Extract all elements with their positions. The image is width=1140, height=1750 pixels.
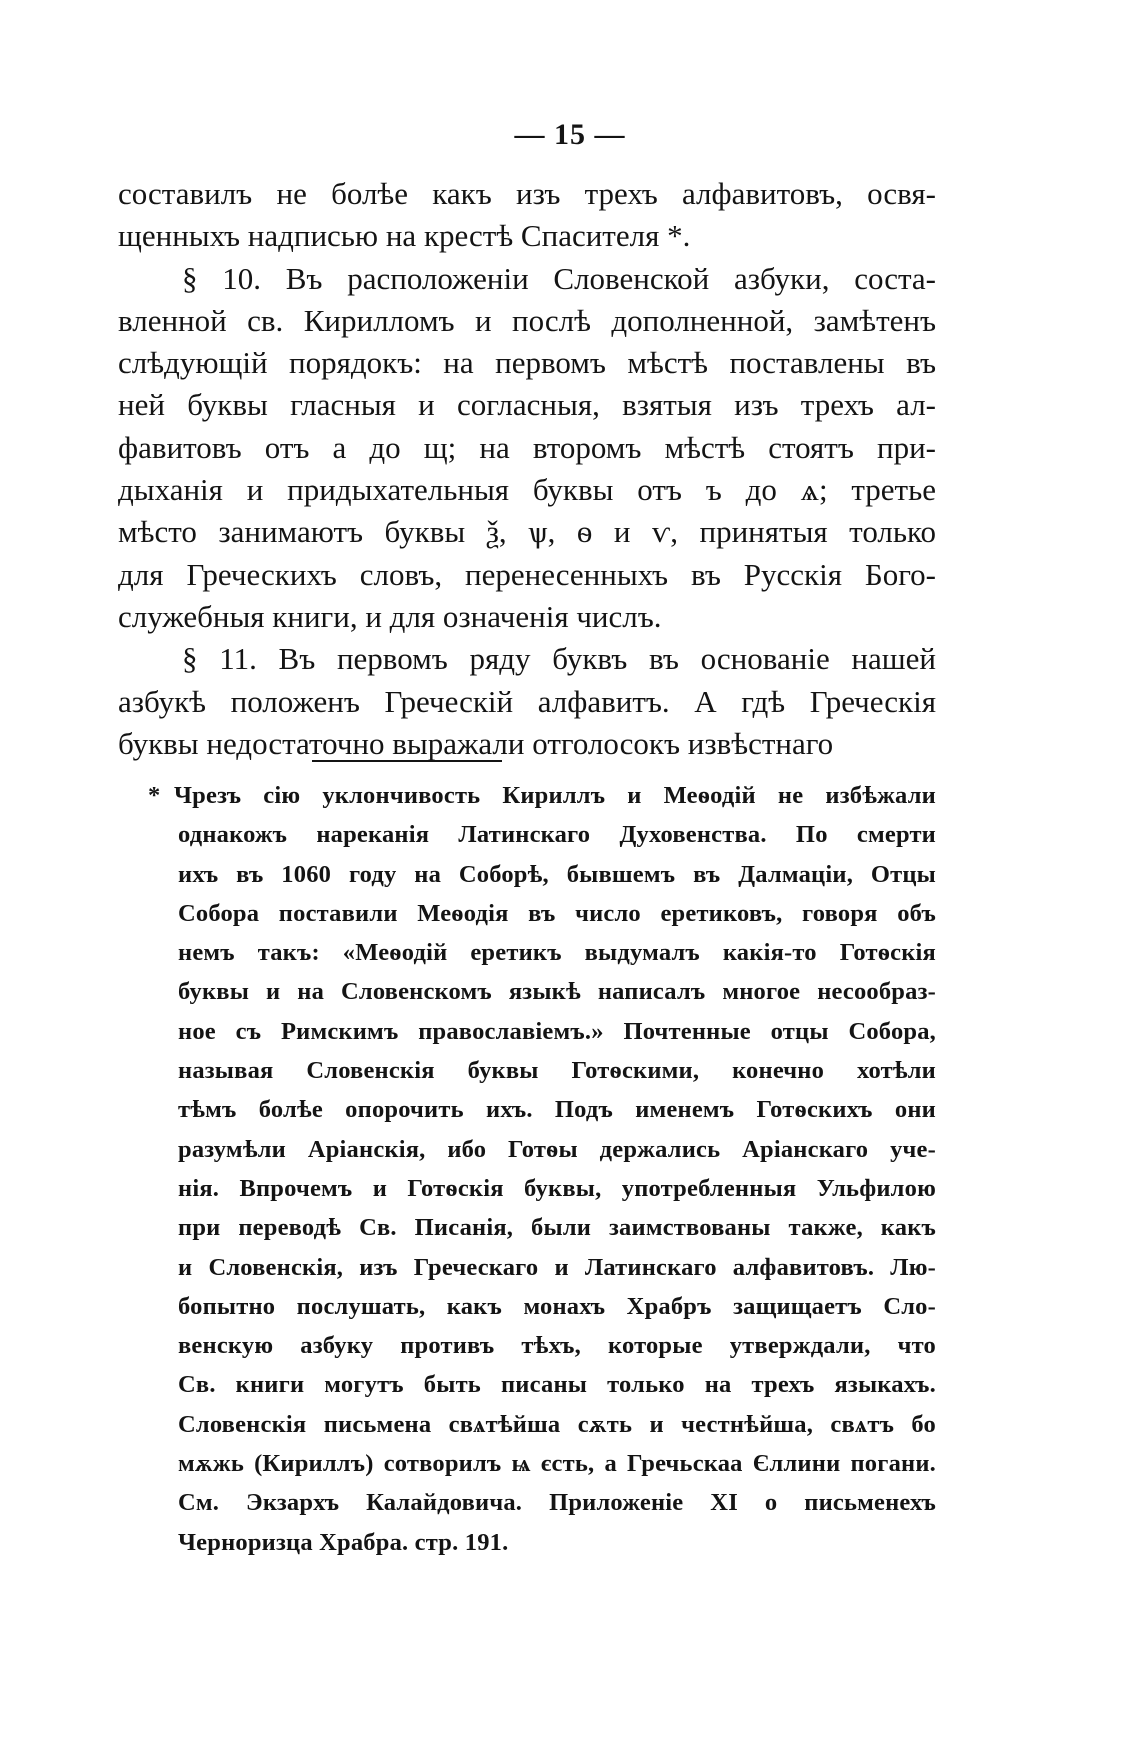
- footnote-line: однакожъ нареканія Латинскаго Духовенства. По смерти: [178, 821, 936, 849]
- footnote-church-slavonic-quote-line: Словенскія письмена свѧтѣйша сѫть и честнѣйша, свѧтъ бо: [178, 1410, 936, 1438]
- main-text-block: [118, 173, 936, 765]
- footnote-line: буквы и на Словенскомъ языкѣ написалъ многое несообраз-: [178, 978, 936, 1006]
- footnote-line: бопытно послушать, какъ монахъ Храбръ защищаетъ Сло-: [178, 1292, 936, 1320]
- footnote-line: Собора поставили Меѳодія въ число еретиковъ, говоря объ: [178, 899, 936, 927]
- main-text-line: вленной св. Кирилломъ и послѣ дополненной, замѣтенъ: [118, 302, 936, 338]
- footnote-line: ихъ въ 1060 году на Соборѣ, бывшемъ въ Далмаціи, Отцы: [178, 860, 936, 888]
- footnote-line: нія. Впрочемъ и Готѳскія буквы, употребленныя Ульфилою: [178, 1174, 936, 1202]
- footnote-line: и Словенскія, изъ Греческаго и Латинскаго алфавитовъ. Лю-: [178, 1253, 936, 1281]
- main-text-line: служебныя книги, и для означенія числъ.: [118, 598, 662, 634]
- main-text-line: азбукѣ положенъ Греческій алфавитъ. А гдѣ Греческія: [118, 683, 936, 719]
- footnote-line: тѣмъ болѣе опорочить ихъ. Подъ именемъ Готѳскихъ они: [178, 1096, 936, 1124]
- section-11-heading-line: § 11. Въ первомъ ряду буквъ въ основаніе нашей: [182, 641, 936, 677]
- footnote-reference-line: См. Экзархъ Калайдовича. Приложеніе XI о письменехъ: [178, 1489, 936, 1517]
- main-text-line: щенныхъ надписью на крестѣ Спасителя *.: [118, 218, 691, 254]
- footnote-marker: *: [148, 782, 161, 809]
- footnote-line-text: Чрезъ сію уклончивость Кириллъ и Меѳодій не избѣжали: [174, 782, 936, 809]
- footnote-church-slavonic-quote-line: мѫжь (Кириллъ) сотворилъ ѩ єсть, а Гречьскаа Єллини погани.: [178, 1450, 936, 1478]
- footnote-line: называя Словенскія буквы Готѳскими, конечно хотѣли: [178, 1057, 936, 1085]
- main-text-line: дыханія и придыхательныя буквы отъ ъ до ѧ; третье: [118, 472, 936, 508]
- footnote-line: венскую азбуку противъ тѣхъ, которые утверждали, что: [178, 1332, 936, 1360]
- footnote-line: разумѣли Аріанскія, ибо Готѳы держались Аріанскаго уче-: [178, 1135, 936, 1163]
- page-number: — 15 —: [514, 118, 626, 151]
- main-text-line: слѣдующій порядокъ: на первомъ мѣстѣ поставлены въ: [118, 345, 936, 381]
- footnote-reference-line: Черноризца Храбра. стр. 191.: [178, 1528, 509, 1556]
- footnote-separator-rule: [312, 760, 502, 762]
- footnote-line: ное съ Римскимъ православіемъ.» Почтенные отцы Собора,: [178, 1017, 936, 1045]
- footnote-line: Св. книги могутъ быть писаны только на трехъ языкахъ.: [178, 1371, 936, 1399]
- footnote-line: [150, 776, 936, 815]
- main-text-line: ней буквы гласныя и согласныя, взятыя изъ трехъ ал-: [118, 387, 936, 423]
- main-text-line: составилъ не болѣе какъ изъ трехъ алфавитовъ, освя-: [118, 176, 936, 211]
- main-text-line: фавитовъ отъ а до щ; на второмъ мѣстѣ стоятъ при-: [118, 429, 936, 465]
- section-10-heading-line: § 10. Въ расположеніи Словенской азбуки, соста-: [182, 260, 936, 296]
- main-text-line: для Греческихъ словъ, перенесенныхъ въ Русскія Бого-: [118, 556, 936, 592]
- footnote-line: немъ такъ: «Меѳодій еретикъ выдумалъ какія-то Готѳскія: [178, 939, 936, 967]
- main-text-line: буквы недостаточно выражали отголосокъ извѣстнаго: [118, 725, 834, 761]
- footnote-line: при переводѣ Св. Писанія, были заимствованы также, какъ: [178, 1214, 936, 1242]
- main-text-line: мѣсто занимаютъ буквы ѯ, ѱ, ѳ и ѵ, принятыя только: [118, 514, 936, 550]
- footnote-block: [150, 776, 936, 1562]
